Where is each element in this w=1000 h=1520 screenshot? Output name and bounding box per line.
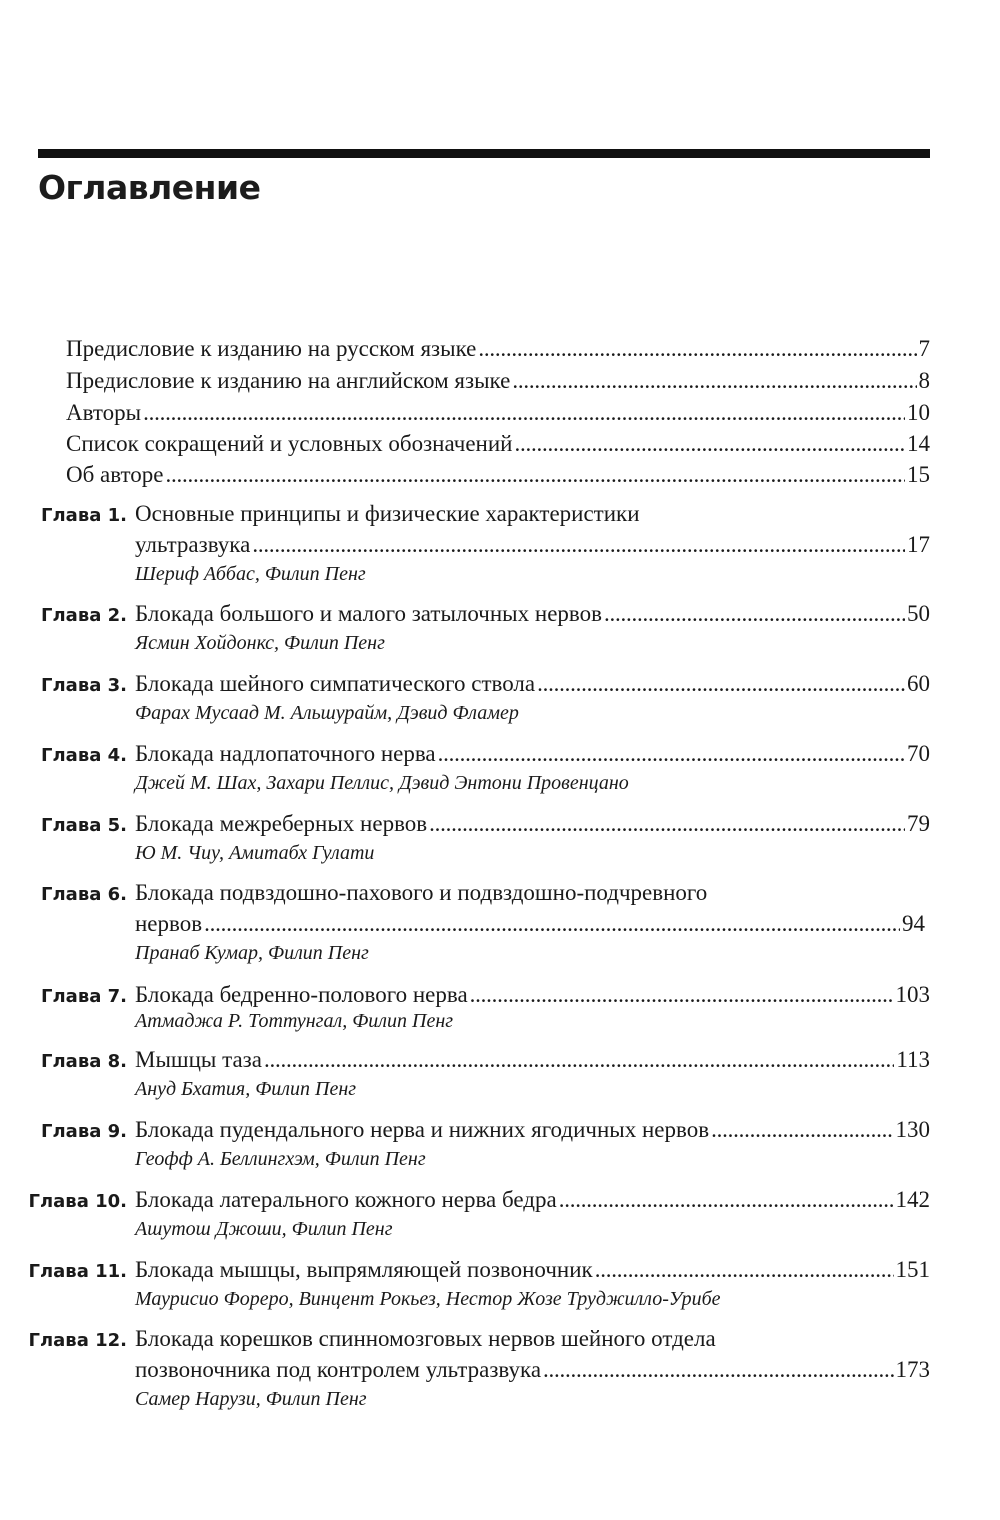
dot-leader <box>478 336 916 362</box>
toc-entry-title: Об авторе <box>66 462 164 487</box>
toc-entry[interactable] <box>66 368 930 398</box>
chapter-page: 103 <box>895 982 930 1007</box>
dot-leader <box>264 1047 894 1073</box>
page-title: Оглавление <box>38 168 261 207</box>
dot-leader <box>595 1257 894 1283</box>
chapter-page: 79 <box>907 811 930 836</box>
toc-entry-page: 8 <box>918 368 930 393</box>
dot-leader <box>204 911 900 937</box>
chapter-authors: Самер Нарузи, Филип Пенг <box>135 1388 367 1410</box>
dot-leader <box>559 1187 894 1213</box>
dot-leader <box>143 400 905 426</box>
chapter-label: Глава 12. <box>28 1330 127 1351</box>
chapter-page: 173 <box>895 1357 930 1382</box>
chapter-page: 50 <box>907 601 930 626</box>
chapter-label: Глава 7. <box>41 986 127 1007</box>
chapter-title-line: позвоночника под контролем ультразвука <box>135 1357 542 1382</box>
chapter-title-line: Блокада пудендального нерва и нижних ягодичных нервов <box>135 1117 710 1142</box>
dot-leader <box>514 431 905 457</box>
chapter-title-line: Блокада мышцы, выпрямляющей позвоночник <box>135 1257 593 1282</box>
chapter-label: Глава 11. <box>28 1261 127 1282</box>
chapter-page: 17 <box>907 532 930 557</box>
chapter-page: 60 <box>907 671 930 696</box>
chapter-label: Глава 5. <box>41 815 127 836</box>
chapter-authors: Ясмин Хойдонкс, Филип Пенг <box>135 632 385 654</box>
chapter-page: 142 <box>895 1187 930 1212</box>
chapter-title-line: Блокада межреберных нервов <box>135 811 428 836</box>
toc-entry-title: Предисловие к изданию на русском языке <box>66 336 477 361</box>
top-rule <box>38 149 930 158</box>
toc-entry-title: Авторы <box>66 400 142 425</box>
dot-leader <box>711 1117 893 1143</box>
chapter-page: 94 <box>902 911 925 936</box>
chapter-authors: Ануд Бхатия, Филип Пенг <box>135 1078 357 1100</box>
toc-entry-title: Список сокращений и условных обозначений <box>66 431 513 456</box>
dot-leader <box>537 671 905 697</box>
dot-leader <box>438 741 905 767</box>
dot-leader <box>470 982 894 1008</box>
chapter-authors: Пранаб Кумар, Филип Пенг <box>135 942 369 964</box>
toc-entry-page: 7 <box>918 336 930 361</box>
toc-entry[interactable] <box>66 462 930 492</box>
dot-leader <box>429 811 905 837</box>
toc-entry-page: 10 <box>907 400 930 425</box>
chapter-authors: Ю М. Чиу, Амитабх Гулати <box>135 842 375 864</box>
chapter-title-line: Блокада латерального кожного нерва бедра <box>135 1187 557 1212</box>
chapter-authors: Джей М. Шах, Захари Пеллис, Дэвид Энтони Провенцано <box>135 772 629 794</box>
chapter-label: Глава 4. <box>41 745 127 766</box>
toc-entry[interactable] <box>66 431 930 461</box>
chapter-title-line: ультразвука <box>135 532 251 557</box>
chapter-page: 151 <box>895 1257 930 1282</box>
chapter-title-line: Блокада большого и малого затылочных нервов <box>135 601 602 626</box>
chapter-authors: Атмаджа Р. Тоттунгал, Филип Пенг <box>135 1010 454 1032</box>
chapter-authors: Маурисио Фореро, Винцент Рокьез, Нестор Жозе Труджилло-Урибе <box>135 1288 721 1310</box>
toc-entry[interactable] <box>66 336 930 366</box>
dot-leader <box>252 532 905 558</box>
chapter-title-line: Блокада надлопаточного нерва <box>135 741 436 766</box>
chapter-title-line: Блокада бедренно-полового нерва <box>135 982 468 1007</box>
chapter-label: Глава 1. <box>41 505 127 526</box>
toc-entry-page: 15 <box>907 462 930 487</box>
dot-leader <box>512 368 916 394</box>
chapter-label: Глава 2. <box>41 605 127 626</box>
dot-leader <box>604 601 905 627</box>
chapter-label: Глава 9. <box>41 1121 127 1142</box>
chapter-title-line: Блокада корешков спинномозговых нервов шейного отдела <box>135 1326 716 1351</box>
dot-leader <box>543 1357 893 1383</box>
toc-entry-page: 14 <box>907 431 930 456</box>
dot-leader <box>166 462 905 488</box>
chapter-title-line: Блокада шейного симпатического ствола <box>135 671 536 696</box>
chapter-authors: Шериф Аббас, Филип Пенг <box>135 563 366 585</box>
chapter-authors: Фарах Мусаад М. Альшурайм, Дэвид Фламер <box>135 702 519 724</box>
chapter-title-line: Основные принципы и физические характеристики <box>135 501 640 526</box>
chapter-page: 113 <box>896 1047 930 1072</box>
chapter-label: Глава 6. <box>41 884 127 905</box>
chapter-label: Глава 3. <box>41 675 127 696</box>
toc-entry-title: Предисловие к изданию на английском языке <box>66 368 511 393</box>
chapter-title-line: Блокада подвздошно-пахового и подвздошно-подчревного <box>135 880 708 905</box>
chapter-page: 130 <box>895 1117 930 1142</box>
chapter-title-line: Мышцы таза <box>135 1047 262 1072</box>
chapter-page: 70 <box>907 741 930 766</box>
chapter-label: Глава 10. <box>28 1191 127 1212</box>
chapter-label: Глава 8. <box>41 1051 127 1072</box>
chapter-authors: Геофф А. Беллингхэм, Филип Пенг <box>135 1148 426 1170</box>
chapter-title-line: нервов <box>135 911 203 936</box>
chapter-authors: Ашутош Джоши, Филип Пенг <box>135 1218 393 1240</box>
toc-entry[interactable] <box>66 400 930 430</box>
